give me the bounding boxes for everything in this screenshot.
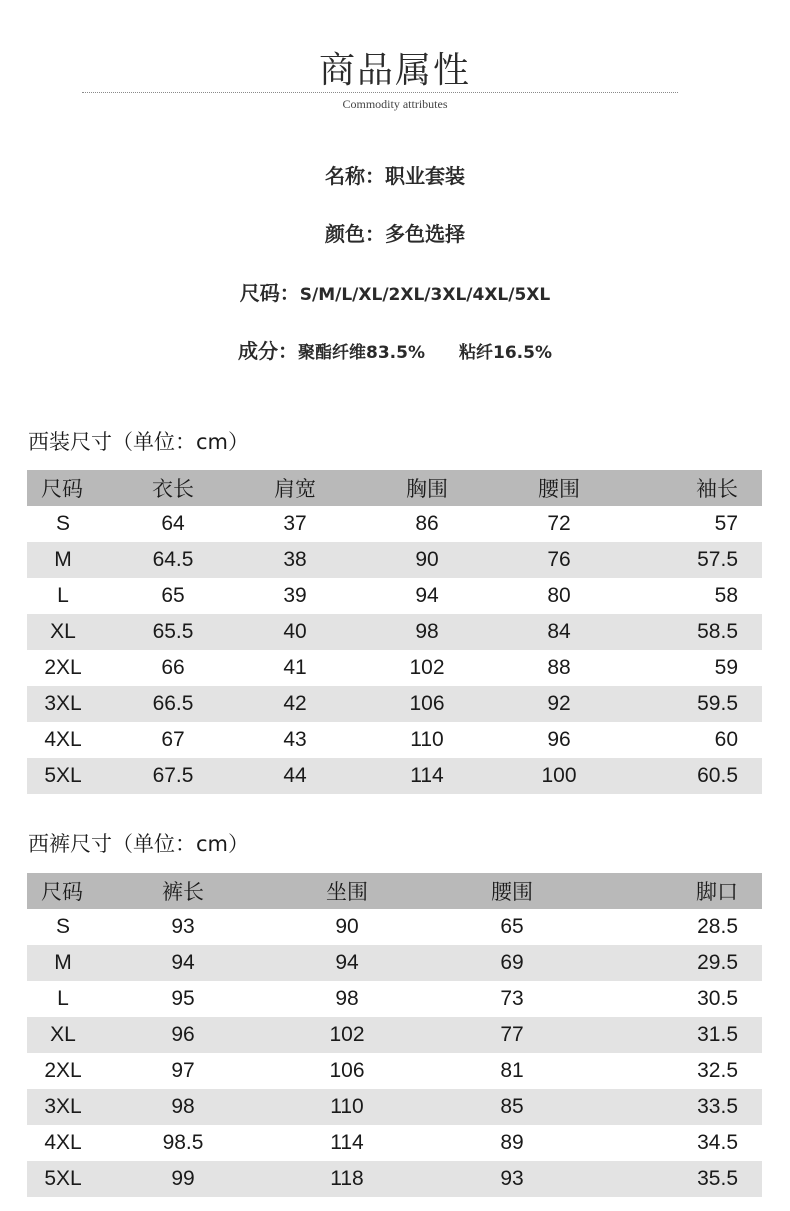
measurement-cell: 59.5 xyxy=(607,686,762,722)
table-row xyxy=(27,722,762,758)
table-row xyxy=(27,542,762,578)
column-header: 裤长 xyxy=(99,873,267,909)
measurement-cell: 37 xyxy=(283,512,307,535)
measurement-cell: 40 xyxy=(247,614,343,650)
table-header-row xyxy=(27,470,762,506)
measurement-cell: 94 xyxy=(99,945,267,981)
size-cell: 3XL xyxy=(27,1089,99,1125)
measurement-cell: 90 xyxy=(335,915,359,938)
pants-size-table xyxy=(27,873,762,1197)
measurement-cell: 65.5 xyxy=(99,614,247,650)
size-cell: 4XL xyxy=(44,728,82,751)
table-row xyxy=(27,578,762,614)
attr-color xyxy=(0,218,790,247)
table-row xyxy=(27,650,762,686)
suit-size-title: 西装尺寸（单位：cm） xyxy=(28,430,250,454)
measurement-cell: 81 xyxy=(500,1059,524,1082)
measurement-cell: 64 xyxy=(161,512,185,535)
attr-material-label: 成分： xyxy=(238,339,299,363)
attr-color-value: 多色选择 xyxy=(385,222,465,246)
column-header: 胸围 xyxy=(343,470,511,506)
column-header: 尺码 xyxy=(27,873,99,909)
measurement-cell: 72 xyxy=(547,512,571,535)
column-header: 坐围 xyxy=(267,873,427,909)
size-cell: 2XL xyxy=(44,656,82,679)
size-cell: M xyxy=(27,945,99,981)
measurement-cell: 90 xyxy=(343,542,511,578)
page-subtitle: Commodity attributes xyxy=(342,97,448,111)
measurement-cell: 65 xyxy=(500,915,524,938)
column-header: 腰围 xyxy=(511,470,607,506)
measurement-cell: 76 xyxy=(511,542,607,578)
page-title: 商品属性 xyxy=(318,50,471,91)
column-header: 腰围 xyxy=(427,873,597,909)
attr-size xyxy=(0,277,790,306)
table-row xyxy=(27,506,762,542)
measurement-cell: 64.5 xyxy=(99,542,247,578)
size-cell: XL xyxy=(27,614,99,650)
column-header: 肩宽 xyxy=(247,470,343,506)
measurement-cell: 98 xyxy=(99,1089,267,1125)
measurement-cell: 65 xyxy=(161,584,185,607)
measurement-cell: 93 xyxy=(427,1161,597,1197)
size-cell: L xyxy=(57,584,69,607)
column-header: 脚口 xyxy=(597,873,762,909)
attr-size-label: 尺码： xyxy=(239,281,300,305)
measurement-cell: 59 xyxy=(714,656,738,679)
size-cell: S xyxy=(55,512,70,535)
table-header-row xyxy=(27,873,762,909)
measurement-cell: 34.5 xyxy=(697,1131,738,1154)
measurement-cell: 86 xyxy=(415,512,439,535)
measurement-cell: 42 xyxy=(247,686,343,722)
measurement-cell: 97 xyxy=(171,1059,195,1082)
measurement-cell: 39 xyxy=(283,584,307,607)
measurement-cell: 66 xyxy=(161,656,185,679)
attr-size-value: S/M/L/XL/2XL/3XL/4XL/5XL xyxy=(299,285,551,305)
measurement-cell: 58.5 xyxy=(607,614,762,650)
measurement-cell: 110 xyxy=(410,728,444,751)
size-cell: 2XL xyxy=(44,1059,82,1082)
attr-name-value: 职业套装 xyxy=(385,164,465,188)
measurement-cell: 41 xyxy=(283,656,307,679)
dotted-divider xyxy=(82,92,678,93)
measurement-cell: 94 xyxy=(267,945,427,981)
measurement-cell: 94 xyxy=(415,584,439,607)
measurement-cell: 43 xyxy=(283,728,307,751)
measurement-cell: 31.5 xyxy=(597,1017,762,1053)
measurement-cell: 89 xyxy=(500,1131,524,1154)
measurement-cell: 98.5 xyxy=(162,1131,204,1154)
measurement-cell: 30.5 xyxy=(697,987,738,1010)
measurement-cell: 60.5 xyxy=(607,758,762,794)
size-cell: L xyxy=(57,987,69,1010)
measurement-cell: 114 xyxy=(343,758,511,794)
table-row xyxy=(27,1125,762,1161)
measurement-cell: 67.5 xyxy=(99,758,247,794)
measurement-cell: 29.5 xyxy=(597,945,762,981)
measurement-cell: 106 xyxy=(343,686,511,722)
measurement-cell: 44 xyxy=(247,758,343,794)
measurement-cell: 114 xyxy=(330,1131,364,1154)
measurement-cell: 84 xyxy=(511,614,607,650)
measurement-cell: 102 xyxy=(409,656,445,679)
measurement-cell: 33.5 xyxy=(597,1089,762,1125)
attr-name-label: 名称： xyxy=(325,164,385,188)
measurement-cell: 67 xyxy=(161,728,185,751)
measurement-cell: 77 xyxy=(427,1017,597,1053)
measurement-cell: 98 xyxy=(335,987,359,1010)
attr-color-label: 颜色： xyxy=(325,222,385,246)
pants-size-title: 西裤尺寸（单位：cm） xyxy=(28,832,250,856)
measurement-cell: 118 xyxy=(267,1161,427,1197)
measurement-cell: 57.5 xyxy=(607,542,762,578)
size-cell: 3XL xyxy=(27,686,99,722)
table-row xyxy=(27,1017,762,1053)
measurement-cell: 80 xyxy=(547,584,571,607)
measurement-cell: 96 xyxy=(547,728,571,751)
measurement-cell: 38 xyxy=(247,542,343,578)
table-row xyxy=(27,945,762,981)
measurement-cell: 106 xyxy=(329,1059,365,1082)
measurement-cell: 99 xyxy=(99,1161,267,1197)
measurement-cell: 60 xyxy=(714,728,738,751)
measurement-cell: 58 xyxy=(714,584,738,607)
table-row xyxy=(27,614,762,650)
measurement-cell: 73 xyxy=(500,987,524,1010)
measurement-cell: 57 xyxy=(714,512,738,535)
measurement-cell: 96 xyxy=(99,1017,267,1053)
measurement-cell: 102 xyxy=(267,1017,427,1053)
measurement-cell: 35.5 xyxy=(597,1161,762,1197)
column-header: 衣长 xyxy=(99,470,247,506)
measurement-cell: 88 xyxy=(547,656,571,679)
measurement-cell: 110 xyxy=(267,1089,427,1125)
size-cell: 5XL xyxy=(27,758,99,794)
measurement-cell: 69 xyxy=(427,945,597,981)
column-header: 尺码 xyxy=(27,470,99,506)
attr-material-part2: 粘纤16.5% xyxy=(459,343,552,363)
size-cell: XL xyxy=(27,1017,99,1053)
measurement-cell: 32.5 xyxy=(697,1059,738,1082)
measurement-cell: 28.5 xyxy=(697,915,738,938)
column-header: 袖长 xyxy=(607,470,762,506)
size-cell: 4XL xyxy=(44,1131,82,1154)
measurement-cell: 92 xyxy=(511,686,607,722)
size-cell: 5XL xyxy=(27,1161,99,1197)
table-row xyxy=(27,909,762,945)
attr-name xyxy=(0,160,790,189)
table-row xyxy=(27,1161,762,1197)
table-row xyxy=(27,758,762,794)
measurement-cell: 93 xyxy=(171,915,195,938)
measurement-cell: 100 xyxy=(511,758,607,794)
attr-material xyxy=(0,335,790,364)
suit-size-table xyxy=(27,470,762,794)
measurement-cell: 95 xyxy=(171,987,195,1010)
attr-material-part1: 聚酯纤维83.5% xyxy=(298,343,425,363)
size-cell: M xyxy=(27,542,99,578)
measurement-cell: 98 xyxy=(343,614,511,650)
size-cell: S xyxy=(55,915,70,938)
measurement-cell: 66.5 xyxy=(99,686,247,722)
measurement-cell: 85 xyxy=(427,1089,597,1125)
table-row xyxy=(27,686,762,722)
table-row xyxy=(27,981,762,1017)
table-row xyxy=(27,1089,762,1125)
table-row xyxy=(27,1053,762,1089)
